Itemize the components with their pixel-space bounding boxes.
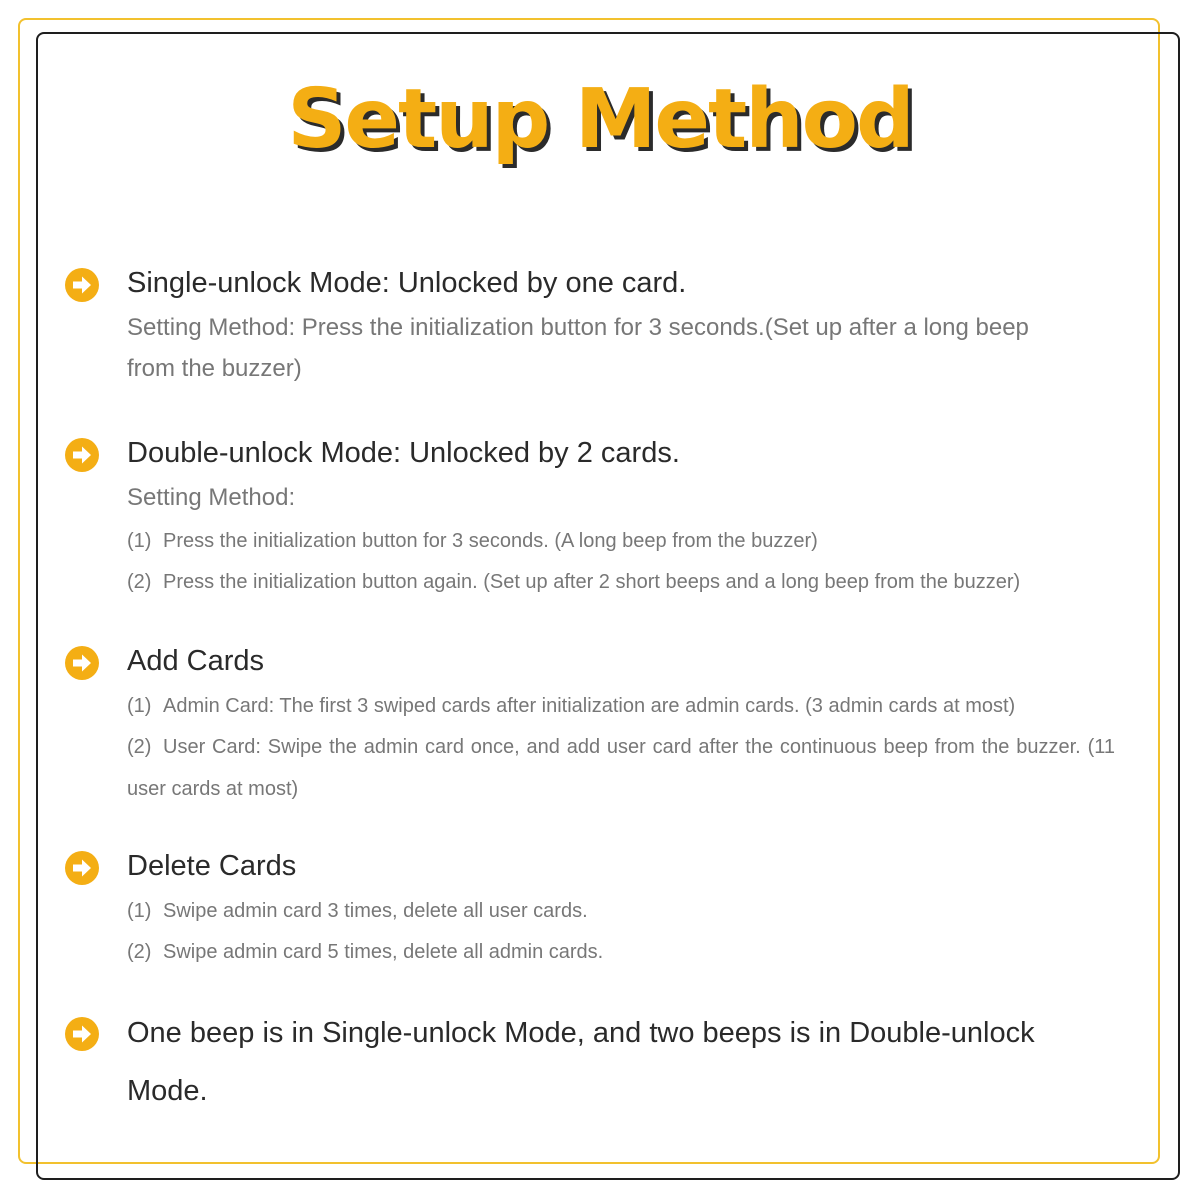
arrow-circle-icon: [64, 437, 100, 473]
step-item: [127, 896, 588, 926]
section-description: Setting Method: Press the initialization button for 3 seconds.(Set up after a long beep from the buzzer): [127, 314, 1029, 382]
arrow-circle-icon: [64, 645, 100, 681]
section-heading: Single-unlock Mode: Unlocked by one card.: [127, 267, 687, 299]
step-item: [127, 526, 818, 556]
step-number: (1): [127, 900, 152, 922]
step-number: (2): [127, 736, 152, 758]
step-item: [127, 567, 1020, 597]
section-heading: Double-unlock Mode: Unlocked by 2 cards.: [127, 437, 680, 469]
step-text: Swipe admin card 3 times, delete all user cards.: [163, 900, 588, 922]
step-text: Swipe admin card 5 times, delete all admin cards.: [163, 941, 604, 963]
step-number: (1): [127, 530, 152, 552]
section-heading: One beep is in Single-unlock Mode, and two beeps is in Double-unlock Mode.: [127, 1017, 1035, 1107]
step-item: [127, 937, 603, 967]
step-number: (2): [127, 571, 152, 593]
step-text: Admin Card: The first 3 swiped cards after initialization are admin cards. (3 admin cards at most): [163, 695, 1016, 717]
step-item: [127, 691, 1015, 721]
section-heading: Add Cards: [127, 645, 265, 677]
step-number: (2): [127, 941, 152, 963]
step-text: Press the initialization button again. (Set up after 2 short beeps and a long beep from the buzzer): [163, 571, 1021, 593]
section-description: Setting Method:: [127, 484, 296, 511]
arrow-circle-icon: [64, 1016, 100, 1052]
step-number: (1): [127, 695, 152, 717]
arrow-circle-icon: [64, 267, 100, 303]
section-heading: Delete Cards: [127, 850, 297, 882]
step-item: [127, 726, 1115, 810]
step-text: User Card: Swipe the admin card once, and add user card after the continuous beep from the buzzer. (11 user cards at most): [127, 736, 1115, 800]
page-title: Setup Method: [287, 72, 913, 167]
step-text: Press the initialization button for 3 seconds. (A long beep from the buzzer): [163, 530, 818, 552]
arrow-circle-icon: [64, 850, 100, 886]
